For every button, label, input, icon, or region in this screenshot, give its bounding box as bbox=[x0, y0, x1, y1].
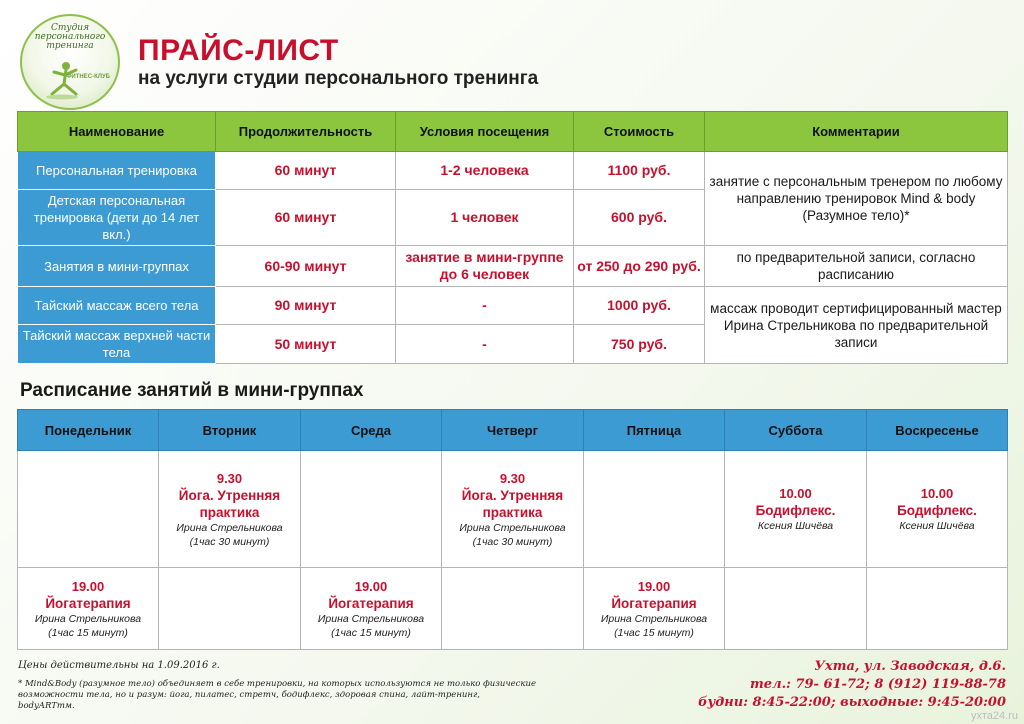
service-cost: 1100 руб. bbox=[574, 152, 705, 190]
col-header-conditions: Условия посещения bbox=[396, 112, 574, 152]
class-slot bbox=[584, 568, 725, 650]
class-duration: (1час 15 минут) bbox=[331, 626, 411, 639]
service-cost: 750 руб. bbox=[574, 325, 705, 364]
class-teacher: Ирина Стрельникова bbox=[600, 612, 708, 625]
service-cost: 1000 руб. bbox=[574, 287, 705, 325]
class-duration: (1час 30 минут) bbox=[472, 535, 553, 548]
service-duration: 60 минут bbox=[216, 190, 396, 246]
class-time: 9.30 bbox=[499, 470, 526, 486]
schedule-cell-empty bbox=[725, 568, 867, 650]
service-conditions: - bbox=[396, 325, 574, 364]
class-teacher: Ирина Стрельникова bbox=[176, 521, 283, 534]
comment-massage: массаж проводит сертифицированный мастер Ирина Стрельникова по предварительной записи bbox=[705, 287, 1008, 364]
class-teacher: Ирина Стрельникова bbox=[459, 521, 566, 534]
logo-line-1: Студия bbox=[50, 23, 90, 33]
service-conditions: - bbox=[396, 287, 574, 325]
service-name: Тайский массаж всего тела bbox=[18, 287, 216, 325]
day-thursday: Четверг bbox=[442, 410, 584, 451]
schedule-cell-empty bbox=[301, 451, 442, 568]
class-teacher: Ксения Шичёва bbox=[757, 520, 834, 532]
day-saturday: Суббота bbox=[725, 410, 867, 451]
table-row bbox=[18, 152, 1008, 190]
schedule-cell-empty bbox=[18, 451, 159, 568]
service-name: Занятия в мини-группах bbox=[18, 246, 216, 287]
comment-groups: по предварительной записи, согласно расписанию bbox=[705, 246, 1008, 287]
schedule-row-morning bbox=[18, 451, 1008, 568]
class-teacher: Ирина Стрельникова bbox=[317, 612, 425, 625]
price-table-header bbox=[18, 112, 1008, 152]
class-slot bbox=[867, 451, 1008, 568]
class-slot bbox=[442, 451, 584, 568]
class-name: Бодифлекс. bbox=[755, 503, 836, 518]
schedule-cell-empty bbox=[159, 568, 301, 650]
schedule-cell-empty bbox=[442, 568, 584, 650]
comment-personal: занятие с персональным тренером по любому направлению тренировок Mind & body (Разумное тело)* bbox=[705, 152, 1008, 246]
class-time: 9.30 bbox=[216, 470, 243, 486]
studio-logo bbox=[20, 14, 120, 110]
day-tuesday: Вторник bbox=[159, 410, 301, 451]
service-duration: 60 минут bbox=[216, 152, 396, 190]
service-duration: 60-90 минут bbox=[216, 246, 396, 287]
class-name: Йогатерапия bbox=[328, 595, 414, 611]
class-slot bbox=[159, 451, 301, 568]
class-slot bbox=[301, 568, 442, 650]
schedule-title: Расписание занятий в мини-группах bbox=[20, 380, 364, 401]
service-duration: 50 минут bbox=[216, 325, 396, 364]
class-duration: (1час 15 минут) bbox=[48, 626, 128, 639]
service-conditions: занятие в мини-группе до 6 человек bbox=[396, 246, 574, 287]
page-subtitle: на услуги студии персонального тренинга bbox=[138, 68, 539, 89]
class-name: Бодифлекс. bbox=[897, 503, 977, 518]
schedule-cell-empty bbox=[867, 568, 1008, 650]
schedule-row-evening bbox=[18, 568, 1008, 650]
col-header-duration: Продолжительность bbox=[216, 112, 396, 152]
table-row bbox=[18, 287, 1008, 325]
class-name: Йога. Утренняя практика bbox=[461, 487, 564, 520]
service-name: Детская персональная тренировка (дети до 14 лет вкл.) bbox=[18, 190, 216, 246]
mind-body-footnote: * Mind&Body (разумное тело) объединяет в себе тренировки, на которых используются не только физические возможности тела, но и разум: йога, пилатес, стретч, бодифлекс, здоровая спина, лайт-тренинг, bodyARTтм. bbox=[18, 679, 537, 711]
col-header-comments: Комментарии bbox=[705, 112, 1008, 152]
class-duration: (1час 15 минут) bbox=[614, 626, 694, 639]
day-monday: Понедельник bbox=[18, 410, 159, 451]
opening-hours: будни: 8:45-22:00; выходные: 9:45-20:00 bbox=[698, 695, 1006, 710]
class-duration: (1час 30 минут) bbox=[189, 535, 270, 548]
day-sunday: Воскресенье bbox=[867, 410, 1008, 451]
yoga-figure-icon bbox=[42, 60, 84, 100]
table-row bbox=[18, 246, 1008, 287]
prices-valid-date: Цены действительны на 1.09.2016 г. bbox=[18, 660, 220, 671]
class-name: Йога. Утренняя практика bbox=[178, 487, 281, 520]
class-name: Йогатерапия bbox=[611, 595, 697, 611]
class-teacher: Ирина Стрельникова bbox=[34, 612, 142, 625]
day-friday: Пятница bbox=[584, 410, 725, 451]
class-time: 10.00 bbox=[779, 486, 812, 501]
service-conditions: 1 человек bbox=[396, 190, 574, 246]
site-watermark: ухта24.ru bbox=[971, 710, 1018, 722]
col-header-name: Наименование bbox=[18, 112, 216, 152]
class-slot bbox=[725, 451, 867, 568]
day-wednesday: Среда bbox=[301, 410, 442, 451]
logo-line-2: персонального bbox=[34, 32, 106, 42]
service-conditions: 1-2 человека bbox=[396, 152, 574, 190]
contacts-block bbox=[698, 658, 1006, 712]
page-title: ПРАЙС-ЛИСТ bbox=[138, 34, 339, 67]
logo-line-3: тренинга bbox=[46, 41, 94, 51]
service-name: Персональная тренировка bbox=[18, 152, 216, 190]
phone: тел.: 79- 61-72; 8 (912) 119-88-78 bbox=[750, 677, 1006, 692]
class-time: 19.00 bbox=[354, 578, 388, 594]
class-time: 10.00 bbox=[920, 486, 954, 501]
service-cost: от 250 до 290 руб. bbox=[574, 246, 705, 287]
service-cost: 600 руб. bbox=[574, 190, 705, 246]
class-time: 19.00 bbox=[637, 578, 671, 594]
service-duration: 90 минут bbox=[216, 287, 396, 325]
logo-text bbox=[22, 24, 118, 51]
schedule-table bbox=[17, 409, 1008, 650]
class-time: 19.00 bbox=[71, 578, 105, 594]
class-name: Йогатерапия bbox=[45, 595, 131, 611]
schedule-header bbox=[18, 410, 1008, 451]
address: Ухта, ул. Заводская, д.6. bbox=[814, 659, 1006, 674]
price-table bbox=[17, 111, 1008, 364]
logo-club-label: ФИТНЕС-КЛУБ bbox=[66, 74, 110, 80]
class-slot bbox=[18, 568, 159, 650]
class-teacher: Ксения Шичёва bbox=[899, 520, 975, 532]
schedule-cell-empty bbox=[584, 451, 725, 568]
service-name: Тайский массаж верхней части тела bbox=[18, 325, 216, 364]
col-header-cost: Стоимость bbox=[574, 112, 705, 152]
